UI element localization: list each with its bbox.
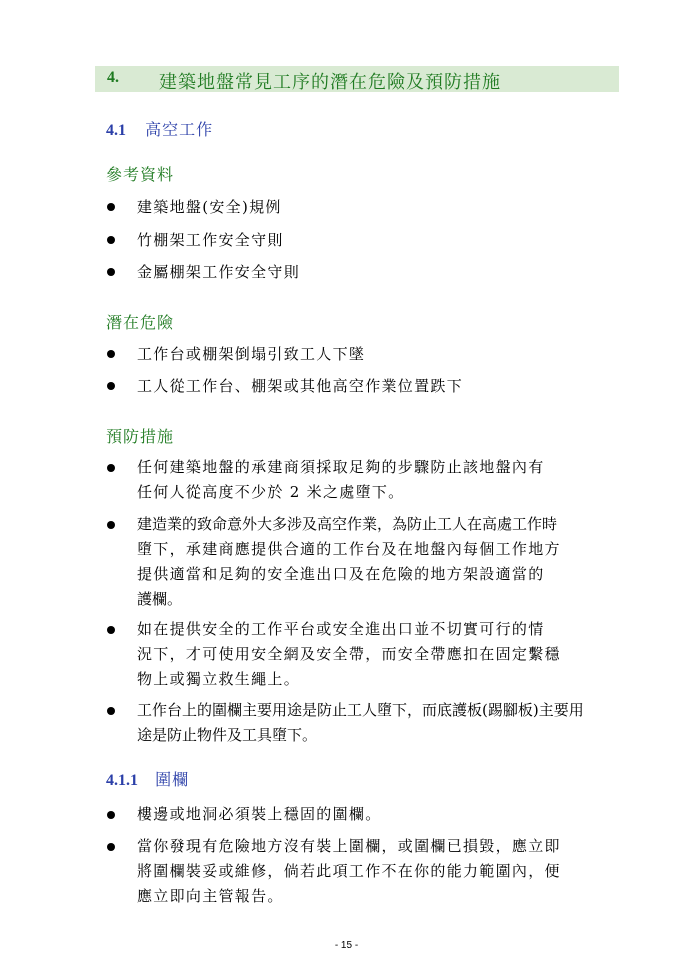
text-line: 應立即向主管報告。 (137, 887, 284, 905)
text-line: 途是防止物件及工具墮下。 (137, 726, 318, 744)
guardrail-item (137, 802, 619, 827)
text-line: 任何建築地盤的承建商須採取足夠的步驟防止該地盤內有 (137, 458, 545, 476)
text-line: 樓邊或地洞必須裝上穩固的圍欄。 (137, 805, 382, 823)
measure-item (137, 617, 619, 692)
bullet (107, 843, 115, 851)
bullet (107, 236, 115, 244)
bullet (107, 382, 115, 390)
text-line: 建造業的致命意外大多涉及高空作業，為防止工人在高處工作時 (137, 515, 558, 533)
reference-item: 竹棚架工作安全守則 (137, 231, 284, 249)
measures-heading: 預防措施 (106, 427, 175, 446)
text-line: 墮下，承建商應提供合適的工作台及在地盤內每個工作地方 (137, 540, 561, 558)
text-line: 任何人從高度不少於 2 米之處墮下。 (137, 483, 405, 501)
hazard-item: 工人從工作台、棚架或其他高空作業位置跌下 (137, 377, 464, 395)
guardrail-item (137, 834, 619, 909)
subsection-number: 4.1.1 (106, 772, 138, 789)
bullet (107, 707, 115, 715)
section-number: 4.1 (106, 122, 126, 139)
hazards-heading: 潛在危險 (106, 313, 175, 332)
hazard-item: 工作台或棚架倒塌引致工人下墜 (137, 345, 366, 363)
bullet (107, 350, 115, 358)
bullet (107, 811, 115, 819)
page-number: - 15 - (334, 940, 359, 951)
text-line: 提供適當和足夠的安全進出口及在危險的地方架設適當的 (137, 565, 545, 583)
section-heading (106, 117, 213, 140)
bullet (107, 464, 115, 472)
references-heading: 參考資料 (106, 165, 175, 184)
measure-item (137, 698, 619, 748)
text-line: 將圍欄裝妥或維修，倘若此項工作不在你的能力範圍內，便 (137, 862, 561, 880)
bullet (107, 626, 115, 634)
text-line: 護欄。 (137, 590, 183, 608)
measure-item (137, 512, 619, 612)
text-line: 物上或獨立救生繩上。 (137, 670, 301, 688)
text-line: 況下，才可使用安全網及安全帶，而安全帶應扣在固定繫穩 (137, 645, 561, 663)
text-line: 如在提供安全的工作平台或安全進出口並不切實可行的情 (137, 620, 545, 638)
bullet (107, 203, 115, 211)
reference-item: 金屬棚架工作安全守則 (137, 263, 301, 281)
bullet (107, 268, 115, 276)
chapter-heading-bar (95, 66, 619, 92)
subsection-heading (106, 767, 189, 790)
chapter-title: 建築地盤常見工序的潛在危險及預防措施 (159, 72, 501, 93)
chapter-number: 4. (107, 69, 119, 86)
text-line: 當你發現有危險地方沒有裝上圍欄，或圍欄已損毀，應立即 (137, 837, 561, 855)
text-line: 工作台上的圍欄主要用途是防止工人墮下，而底護板(踢腳板)主要用 (137, 701, 584, 719)
measure-item (137, 455, 619, 505)
bullet (107, 521, 115, 529)
section-title: 高空工作 (145, 120, 214, 139)
reference-item: 建築地盤(安全)規例 (137, 198, 282, 216)
subsection-title: 圍欄 (155, 770, 190, 789)
